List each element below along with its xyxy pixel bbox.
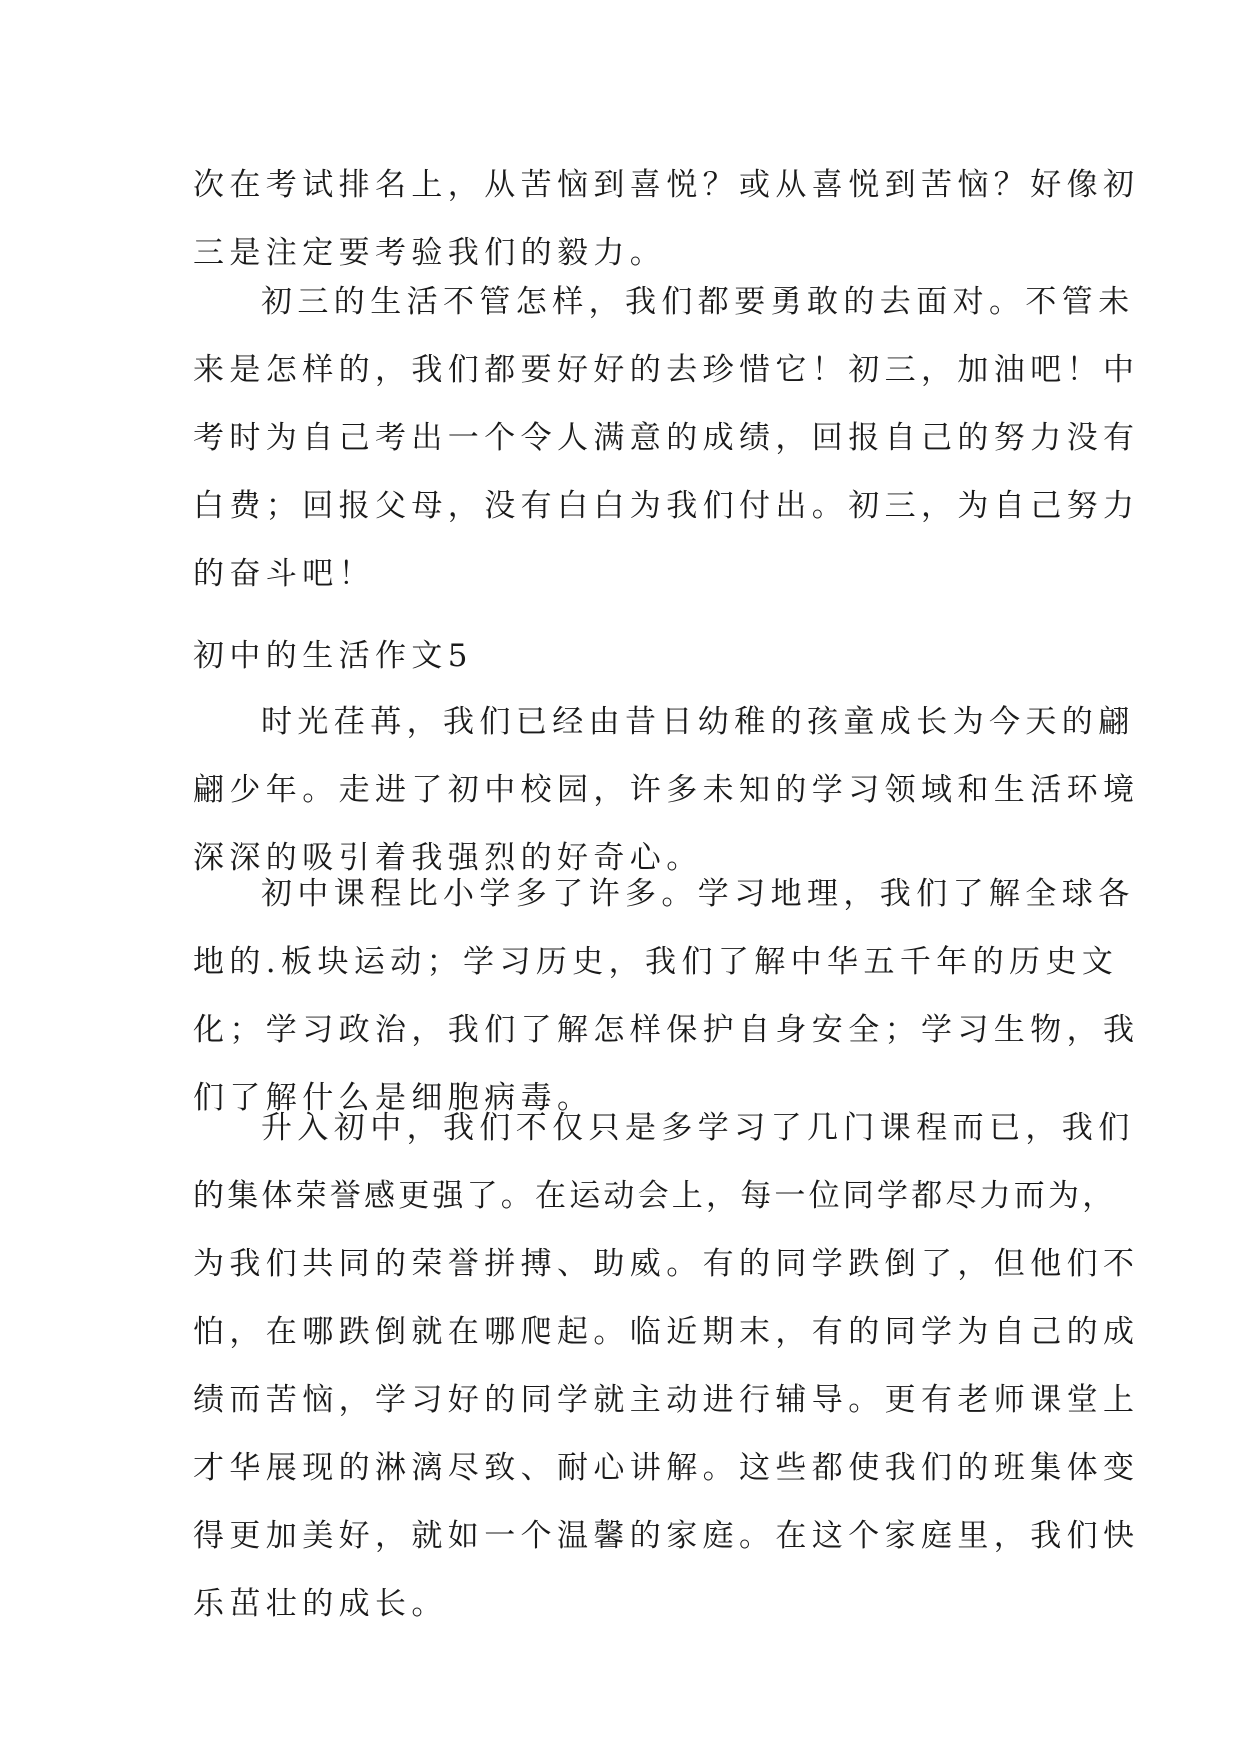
text-line: 化；学习政治，我们了解怎样保护自身安全；学习生物，我: [193, 1012, 1140, 1048]
text-line: 的奋斗吧！: [193, 556, 375, 592]
text-line: 怕，在哪跌倒就在哪爬起。临近期末，有的同学为自己的成: [193, 1314, 1140, 1350]
text-line: 来是怎样的，我们都要好好的去珍惜它！初三，加油吧！中: [193, 352, 1140, 388]
text-line: 绩而苦恼，学习好的同学就主动进行辅导。更有老师课堂上: [193, 1382, 1140, 1418]
text-line: 们了解什么是细胞病毒。: [193, 1080, 594, 1116]
text-line: 白费；回报父母，没有白白为我们付出。初三，为自己努力: [193, 488, 1140, 524]
paragraph-collective-honor: [193, 1094, 1140, 1638]
paragraph-junior-three: [193, 268, 1140, 608]
text-line: 的集体荣誉感更强了。在运动会上，每一位同学都尽力而为，: [193, 1178, 1117, 1214]
text-line: 深深的吸引着我强烈的好奇心。: [193, 840, 703, 876]
text-line: 为我们共同的荣誉拼搏、助威。有的同学跌倒了，但他们不: [193, 1246, 1140, 1282]
essay-heading-block: [193, 622, 1059, 690]
text-line: 初三的生活不管怎样，我们都要勇敢的去面对。不管未: [261, 284, 1135, 320]
text-line: 考时为自己考出一个令人满意的成绩，回报自己的努力没有: [193, 420, 1140, 456]
paragraph-continuation: [193, 151, 1140, 287]
text-line: 乐茁壮的成长。: [193, 1586, 448, 1622]
text-line: 得更加美好，就如一个温馨的家庭。在这个家庭里，我们快: [193, 1518, 1140, 1554]
text-line: 翩少年。走进了初中校园，许多未知的学习领域和生活环境: [193, 772, 1140, 808]
text-line: 三是注定要考验我们的毅力。: [193, 235, 667, 271]
text-line: 地的.板块运动；学习历史，我们了解中华五千年的历史文: [193, 944, 1119, 980]
text-line: 次在考试排名上，从苦恼到喜悦？或从喜悦到苦恼？好像初: [193, 167, 1140, 203]
text-line: 初中课程比小学多了许多。学习地理，我们了解全球各: [261, 876, 1135, 912]
text-line: 时光荏苒，我们已经由昔日幼稚的孩童成长为今天的翩: [261, 704, 1135, 740]
essay-heading: 初中的生活作文5: [193, 638, 473, 674]
text-line: 才华展现的淋漓尽致、耐心讲解。这些都使我们的班集体变: [193, 1450, 1140, 1486]
paragraph-courses: [193, 860, 1140, 1132]
text-line: 升入初中，我们不仅只是多学习了几门课程而已，我们: [261, 1110, 1135, 1146]
